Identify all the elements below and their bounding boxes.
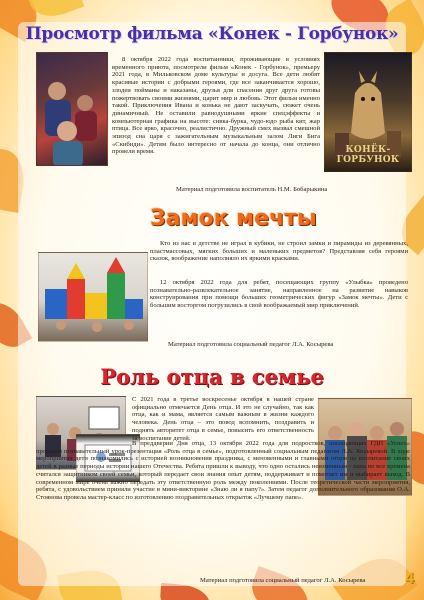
section1-title: Просмотр фильма «Конек - Горбунок»	[25, 24, 399, 44]
section3-text-1: С 2021 года в третье воскресенье октября в нашей стране официально отмечается День отца. И это не случайно, так как отца, как и мама, является самым важным в жизни каждого человека. День отца – это повод вспомнить, поздравить и поднять авторитет отца в семье, повысить его ответственность за воспитание детей.	[132, 396, 314, 442]
section3-signature: Материал подготовила социальный педагог Л.А. Косырева	[200, 577, 366, 584]
section2-text-1: Кто из нас в детстве не играл в кубики, не строил замки и пирамиды из деревянных, пластмассовых, мягких больших и маленьких предметов? Представляя себя героями сказок, воображение наполняло их яркими красками.	[150, 240, 408, 263]
soft-blocks-illustration	[39, 253, 147, 341]
page-number: 4	[405, 570, 414, 587]
section2-title: Замок мечты	[150, 206, 317, 231]
castle-building-photo	[38, 252, 148, 342]
section1-text: 8 октября 2022 года воспитанники, проживающие в условиях временного приюта, посмотрели фильм «Конек - Горбунок», премьеру 2021 года, в Мильковском доме культуры и досуга. Все дети любят красивые истории с добрыми героями, где все заканчивается хорошо, злодеи пойманы и наказаны, друзья для спасения друг друга готовы пожертвовать своими жизнями, царит мир и любовь. Этот фильм именно такой. Приключения Ивана и конька не дают заскучать, сюжет очень динамичный. Не оставили равнодушными яркие спецэффекты и компьютерная графика на высоте: сивка-бурка, чудо-юдо рыба кит, жар птица. Все ярко, красочно, реалистично. Дружный смех вызвал смешной эпизод сна царя с зажигательным музыкальным залом Лиги Бига «Скибиди». Детям было интересно от начала до конца, они отлично провели время.	[112, 56, 320, 156]
audience-illustration	[37, 53, 107, 165]
section2-text-2: 12 октября 2022 года для ребят, посещающих группу «Улыбка» проведено познавательно-развлекательное занятие, направленное на развитие навыков конструирования при помощи больших геометрических фигур «Замок мечты». Дети с большим восторгом погрузились в свой воображаемый мир приключений.	[150, 279, 408, 310]
section2-signature: Материал подготовила социальный педагог Л.А. Косырева	[168, 341, 334, 348]
section3-title: Роль отца в семье	[100, 364, 324, 389]
movie-poster	[324, 52, 412, 172]
cinema-audience-photo	[36, 52, 108, 166]
section1-signature: Материал подготовила воспитатель Н.М. Бобарыкина	[176, 186, 328, 193]
section3-text-2: В преддверии Дня отца, 13 октября 2022 года для подростков, посещающих ГДП «Успех» проведен познавательный урок-презентация «Роль отца в семье», подготовленный социальным педагогом Л.А. Косыревой. В ходе мероприятия дети познакомились с историей возникновения праздника, с меновенными и главными отцов на воспитание своих детей в разные периоды истории нашего Отечества. Ребята пришли к выводу, что одно остались неизменным - папа во все времена считался защитником своей семьи, который передает свои знания опыт детям, поддерживает и помогает им и выбирает выход. В современном мире очень важно передать эту ответственную роль между поколениями. После теоретической части мероприятия, ребята, с удовольствием приняли участие в мини-викторине «Знаю ли я папу?». Затем педагог дополнительного образования О.А. Стоянова провела мастер-класс по изготовлению поздравительных открыток «Лучшему папе».	[36, 440, 410, 501]
poster-title: КОНЁК-ГОРБУНОК	[336, 145, 400, 165]
